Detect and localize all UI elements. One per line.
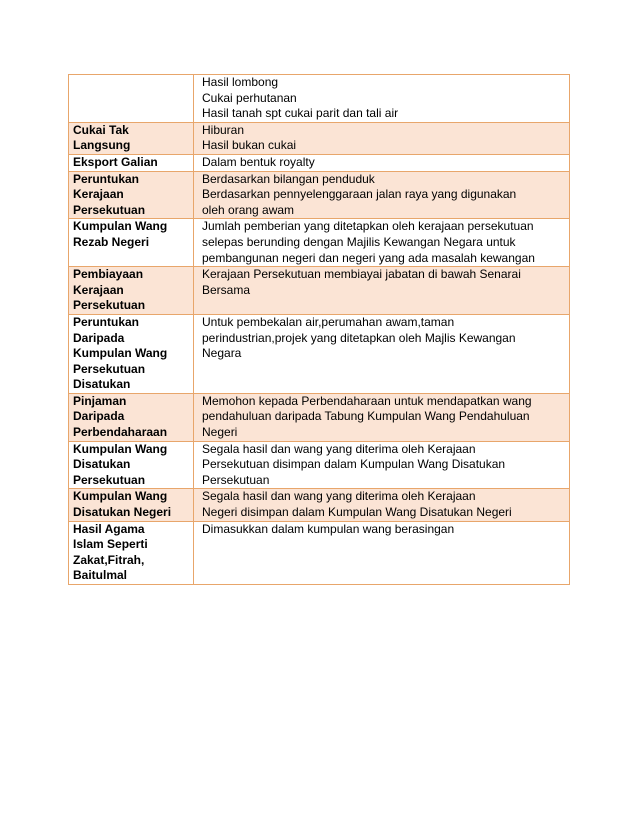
description-line: Bersama xyxy=(202,282,251,297)
term-line: Persekutuan xyxy=(73,202,146,217)
term-line: Persekutuan xyxy=(73,361,146,376)
description-cell xyxy=(194,521,570,584)
term-line: Disatukan xyxy=(73,377,131,392)
description-line: Segala hasil dan wang yang diterima oleh Kerajaan xyxy=(202,441,476,456)
description-cell xyxy=(194,441,570,489)
term-line: Kerajaan xyxy=(73,282,124,297)
term-cell xyxy=(69,441,194,489)
description-line: Hasil bukan cukai xyxy=(202,138,297,153)
description-line: Hasil tanah spt cukai parit dan tali air xyxy=(202,106,399,121)
description-line: Hasil lombong xyxy=(202,75,279,89)
table-row xyxy=(69,441,570,489)
term-line: Langsung xyxy=(73,138,131,153)
description-cell xyxy=(194,314,570,393)
term-line: Peruntukan xyxy=(73,314,140,329)
table-row xyxy=(69,122,570,154)
table-row xyxy=(69,521,570,584)
term-line: Daripada xyxy=(73,409,125,424)
description-line: pendahuluan daripada Tabung Kumpulan Wang Pendahuluan xyxy=(202,409,530,424)
description-cell xyxy=(194,489,570,521)
table-row xyxy=(69,154,570,171)
description-line: Negeri xyxy=(202,425,238,440)
term-line: Disatukan xyxy=(73,457,131,472)
term-line: Hasil Agama xyxy=(73,521,145,536)
description-line: Persekutuan disimpan dalam Kumpulan Wang Disatukan xyxy=(202,457,506,472)
term-line: Peruntukan xyxy=(73,171,140,186)
term-line: Perbendaharaan xyxy=(73,425,168,440)
description-cell xyxy=(194,219,570,267)
term-cell xyxy=(69,75,194,123)
term-line: Persekutuan xyxy=(73,472,146,487)
term-cell xyxy=(69,267,194,315)
table-row xyxy=(69,171,570,219)
term-line: Disatukan Negeri xyxy=(73,505,172,520)
term-cell xyxy=(69,314,194,393)
table-row xyxy=(69,219,570,267)
term-line: Kerajaan xyxy=(73,187,124,202)
term-line: Kumpulan Wang xyxy=(73,346,168,361)
revenue-table xyxy=(68,74,570,585)
description-line: Dimasukkan dalam kumpulan wang berasingan xyxy=(202,521,455,536)
description-line: Berdasarkan bilangan penduduk xyxy=(202,171,375,186)
term-cell xyxy=(69,219,194,267)
description-cell xyxy=(194,267,570,315)
description-line: pembangunan negeri dan negeri yang ada masalah kewangan xyxy=(202,250,535,265)
description-line: Jumlah pemberian yang ditetapkan oleh kerajaan persekutuan xyxy=(202,219,534,234)
term-line: Persekutuan xyxy=(73,298,146,313)
description-line: Kerajaan Persekutuan membiayai jabatan di bawah Senarai xyxy=(202,267,521,282)
table-body xyxy=(69,75,570,585)
term-line: Baitulmal xyxy=(73,568,128,583)
description-line: Segala hasil dan wang yang diterima oleh Kerajaan xyxy=(202,489,476,504)
description-cell xyxy=(194,393,570,441)
term-line: Kumpulan Wang xyxy=(73,441,168,456)
table-row xyxy=(69,267,570,315)
description-line: Memohon kepada Perbendaharaan untuk mendapatkan wang xyxy=(202,393,532,408)
term-cell xyxy=(69,489,194,521)
description-cell xyxy=(194,75,570,123)
table-row xyxy=(69,489,570,521)
term-line: Cukai Tak xyxy=(73,122,129,137)
term-line: Kumpulan Wang xyxy=(73,489,168,504)
table-row xyxy=(69,314,570,393)
description-line: Negeri disimpan dalam Kumpulan Wang Disatukan Negeri xyxy=(202,505,512,520)
term-line: Pembiayaan xyxy=(73,267,144,282)
term-cell xyxy=(69,154,194,171)
description-line: Berdasarkan pennyelenggaraan jalan raya yang digunakan xyxy=(202,187,517,202)
term-line: Daripada xyxy=(73,330,125,345)
description-cell xyxy=(194,171,570,219)
term-cell xyxy=(69,122,194,154)
description-line: Hiburan xyxy=(202,122,245,137)
term-cell xyxy=(69,171,194,219)
term-line: Rezab Negeri xyxy=(73,234,150,249)
term-line: Eksport Galian xyxy=(73,154,158,169)
term-line: Zakat,Fitrah, xyxy=(73,552,145,567)
term-cell xyxy=(69,521,194,584)
table-row xyxy=(69,393,570,441)
table-row xyxy=(69,75,570,123)
description-line: Untuk pembekalan air,perumahan awam,taman xyxy=(202,314,455,329)
term-line: Kumpulan Wang xyxy=(73,219,168,234)
description-line: Dalam bentuk royalty xyxy=(202,154,315,169)
document-page xyxy=(68,74,569,585)
term-line: Pinjaman xyxy=(73,393,127,408)
description-line: Negara xyxy=(202,346,242,361)
description-line: selepas berunding dengan Majilis Kewangan Negara untuk xyxy=(202,234,516,249)
description-line: Cukai perhutanan xyxy=(202,90,297,105)
term-cell xyxy=(69,393,194,441)
description-line: oleh orang awam xyxy=(202,202,295,217)
description-cell xyxy=(194,154,570,171)
description-line: Persekutuan xyxy=(202,472,270,487)
term-line: Islam Seperti xyxy=(73,537,148,552)
description-line: perindustrian,projek yang ditetapkan oleh Majlis Kewangan xyxy=(202,330,516,345)
description-cell xyxy=(194,122,570,154)
